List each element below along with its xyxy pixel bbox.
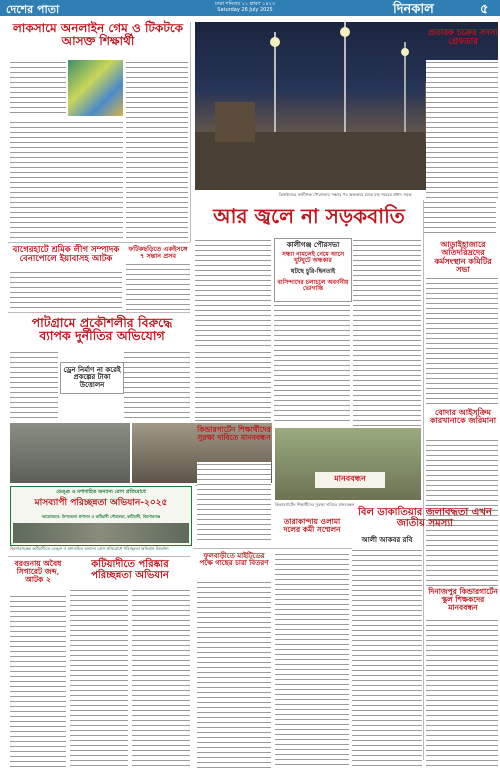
right1-kicker: সাতক্ষীরার তালায় — [448, 22, 478, 27]
story-mosque-text — [197, 580, 271, 768]
story-kindergarten-text — [197, 462, 271, 544]
headline-right2: আড়াইহাজারে অতিদরিদ্রদের কর্মসংস্থান কমিটির সভা — [434, 239, 492, 275]
caption-banner: কিশোরগঞ্জের কটিয়াদীতে ডেঙ্গু ও মশাবাহিত অন্যান্য রোগ প্রতিরোধে পরিচ্ছন্নতা অভিযান উদ্বোধন — [10, 546, 169, 551]
story-beel-col-1 — [352, 548, 422, 768]
headline-union-leader: বাগেরহাটে শ্রমিক লীগ সম্পাদক বেনাপোলে ইয়াবাসহ আটক — [12, 245, 120, 264]
banner-line-3: আয়োজনে: উপজেলা প্রশাসন ও কটিয়াদী পৌরসভা, কটিয়াদী, কিশোরগঞ্জ — [41, 514, 161, 519]
headline-street-lights: আর জ্বলে না সড়কবাতি — [213, 204, 405, 228]
story-right2-text — [426, 276, 498, 406]
story-right1-text — [426, 60, 498, 200]
story-street-col-2 — [274, 303, 350, 423]
headline-patgram: পাটগ্রামে প্রকৌশলীর বিরুদ্ধে ব্যাপক দুর্নীতির অভিযোগ — [31, 315, 173, 344]
human-chain-sign: মানববন্ধন — [334, 473, 366, 483]
story-patgram-col-1 — [10, 350, 58, 420]
street-sub-3: বাসিন্দাদের চলাচলে অবর্ণনীয় ভোগান্তি — [277, 279, 349, 293]
headline-tarakanda: তারাকান্দায় ওলামা দলের কমী সম্মেলন — [283, 517, 341, 534]
human-chain-banner — [315, 472, 385, 488]
story-clean-col-1 — [70, 588, 128, 768]
headline-right3: বোদার আইসক্রিম কারখানাকে জরিমানা — [429, 407, 497, 426]
story-online-game-text-b — [10, 120, 123, 240]
headline-online-game: লাকসামে অনলাইন গেম ও টিকটকে আসক্ত শিক্ষার্থী — [12, 21, 184, 48]
photo-mobile-game — [68, 60, 123, 116]
banner-people-photo — [13, 523, 189, 543]
story-patgram-col-3 — [195, 350, 271, 420]
story-clean-col-2 — [132, 588, 190, 768]
street-sub-2: ঘটছে চুরি-ছিনতাই — [290, 268, 336, 275]
beel-author: আলী আকবর রবি — [361, 535, 413, 544]
headline-farm: ফটিকছড়িতে একইসঙ্গে ৭ সন্তান প্রসব — [128, 245, 188, 260]
banner-line-1: ডেঙ্গু ও মশাবাহিত অন্যান্য রোগ প্রতিরোধে — [56, 489, 146, 495]
story-farm-text — [126, 262, 190, 310]
headline-mosque: ফুলবাড়ীতে মাইটিডের পক্ষে গাছের চারা বিতরণ — [199, 551, 269, 568]
story-street-col-3 — [353, 238, 421, 428]
newspaper-logo: দিনকাল — [393, 2, 434, 17]
photo-patgram-people — [10, 423, 130, 483]
campaign-banner — [10, 486, 192, 546]
section-title: দেশের পাতা — [6, 3, 60, 16]
photo-human-chain — [275, 428, 421, 500]
headline-hospital: বরগুনায় অবৈধ সিগারেট জব্দ, আটক ২ — [14, 559, 62, 584]
drain-box — [60, 362, 124, 394]
headline-beel: বিল ডাকাতিয়ার জলাবদ্ধতা এখন জাতীয় সমস্যা — [358, 507, 492, 529]
page-number: ৫ — [480, 2, 489, 17]
story-right-col-text-a — [424, 200, 496, 236]
headline-right4: দিনাজপুর কিন্ডারগার্টেন স্কুল শিক্ষকদের মানববন্ধন — [428, 587, 498, 612]
banner-line-2: মাসব্যাপী পরিচ্ছন্নতা অভিযান-২০২৫ — [34, 498, 168, 508]
divider — [190, 22, 191, 242]
street-subhead-box — [274, 238, 352, 302]
divider — [423, 200, 424, 760]
caption-human-chain: কিন্ডারগার্টেন শিক্ষার্থীদের সুরক্ষা দাবিতে মানববন্ধন — [275, 502, 355, 507]
caption-street-photo: ঝিনাইদহের কালীগঞ্জ পৌরসভায় সন্ধ্যার পর অন্ধকারে ঢেকে যায় শহরের প্রধান সড়ক — [278, 192, 412, 197]
story-online-game-text-c — [126, 60, 188, 240]
page-header-bar — [0, 0, 500, 16]
headline-kindergarten: কিন্ডারগার্টেন শিক্ষার্থীদের সুরক্ষা দাবিতে মানববন্ধন — [197, 425, 271, 442]
story-hospital-text — [10, 594, 66, 769]
story-union-text — [10, 270, 122, 310]
headline-clean: কটিয়াদীতে পরিষ্কার পরিচ্ছন্নতা অভিযান — [91, 559, 169, 581]
issue-date-en: Saturday 26 July 2025 — [217, 7, 273, 13]
story-patgram-col-2 — [124, 350, 190, 420]
headline-right1: প্রতারক চক্রের সদস্য গ্রেফতার — [428, 28, 498, 47]
drain-box-text: ড্রেন নির্মাণ না করেই প্রকল্পের টাকা উত্তোলন — [63, 365, 121, 389]
divider — [8, 556, 190, 557]
story-right4-text — [426, 618, 498, 768]
issue-date — [190, 1, 300, 13]
street-sub-1: সন্ধ্যা নামলেই নেমে আসে ঘুটঘুটে অন্ধকার — [281, 251, 345, 265]
divider — [8, 312, 190, 313]
story-tarakanda-text — [275, 552, 349, 768]
street-kicker: কালীগঞ্জ পৌরসভা — [286, 240, 340, 249]
issue-date-bn: ঢাকা শনিবার ১১ শ্রাবণ ১৪২৩ — [214, 1, 276, 7]
divider — [8, 242, 190, 243]
story-online-game-text-a — [10, 60, 66, 116]
